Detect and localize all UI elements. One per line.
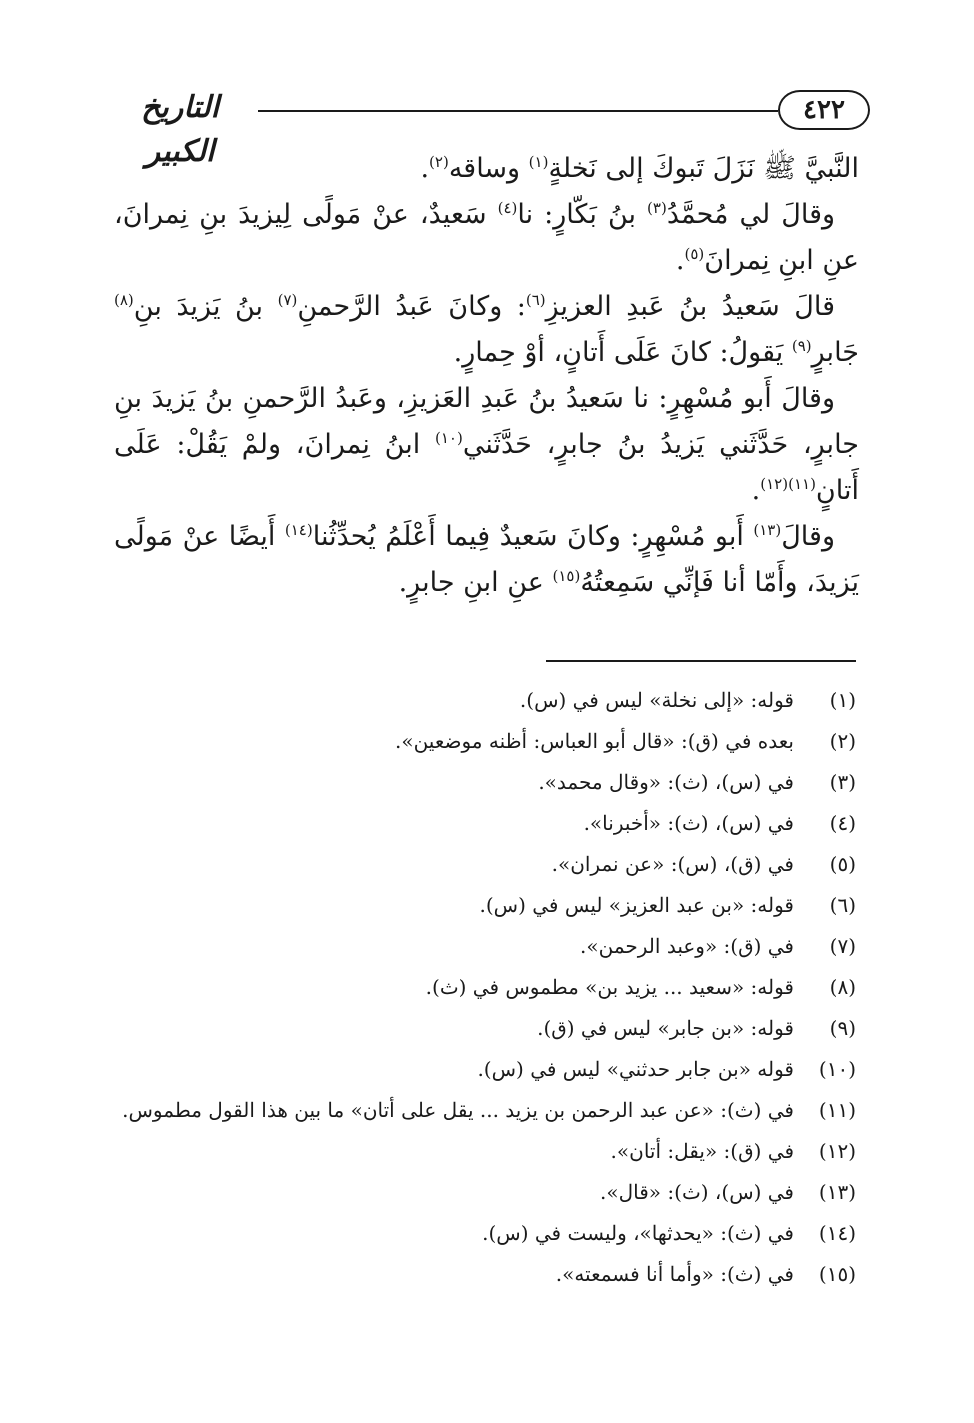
footnote-item (111, 1213, 856, 1254)
paragraph (114, 284, 859, 376)
footnote-number: (٤) (829, 811, 856, 835)
footnote-number: (٣) (829, 770, 856, 794)
footnote-reference: (٥) (684, 245, 705, 263)
footnote-reference: (٨) (114, 291, 134, 309)
footnote-number: (١٥) (818, 1262, 856, 1286)
text-segment: بنُ يَزيدَ بنِ (133, 291, 278, 322)
footnote-item (111, 762, 856, 803)
text-segment: وقالَ أَبو مُسْهِرٍ: نا سَعيدُ بنُ عَبدِ العَزيزِ، وعَبدُ الرَّحمنِ بنُ يَزيدَ بنِ جابرٍ، حَدَّثَني يَزيدُ بنُ جابرٍ، حَدَّثَني (114, 383, 859, 460)
footnote-reference: (١٤) (284, 521, 313, 539)
footnote-reference: (٢) (429, 153, 449, 171)
footnote-reference: (١١)(١٢) (760, 475, 816, 493)
footnote-reference: (٧) (277, 291, 298, 309)
text-segment: ابنُ نِمرانَ، ولمْ يَقُلْ: عَلَى أَتانٍ (114, 429, 859, 506)
footnote-number: (١٠) (818, 1057, 856, 1081)
footnote-text: قوله «بن جابر حدثني» ليس في (س). (477, 1057, 794, 1081)
footnote-item (111, 803, 856, 844)
footnote-item (111, 1049, 856, 1090)
text-segment: أَيضًا عنْ مَولًى يَزيدَ، وأَمّا أنا فَإنِّي سَمِعتُهُ (114, 521, 859, 598)
footnote-item (111, 1131, 856, 1172)
footnote-reference: (١٣) (753, 521, 782, 539)
text-segment: يَقولُ: كانَ عَلَى أَتانٍ، أوْ حِمارٍ. (453, 337, 792, 368)
footnote-reference: (٤) (497, 199, 518, 217)
footnote-reference: (١٥) (552, 567, 581, 585)
footnote-item (111, 1008, 856, 1049)
paragraph (114, 146, 859, 192)
footnote-item (111, 721, 856, 762)
text-segment: عنِ ابنِ جابرٍ. (398, 567, 553, 598)
footnote-number: (١١) (818, 1098, 856, 1122)
text-segment: سَعيدٌ، عنْ مَولًى لِيزيدَ بنِ نِمرانَ، عنِ ابنِ نِمرانَ (114, 199, 859, 276)
footnote-reference: (١) (528, 153, 549, 171)
footnote-text: في (ق)، (س): «عن نمران». (551, 852, 794, 876)
footnote-number: (٥) (829, 852, 856, 876)
footnote-reference: (٦) (525, 291, 546, 309)
footnote-number: (١٢) (818, 1139, 856, 1163)
footnote-text: قوله: «بن عبد العزيز» ليس في (س). (479, 893, 794, 917)
footnote-text: في (ث): «يحدثها»، وليست في (س). (482, 1221, 794, 1245)
footnote-text: في (س)، (ث): «وقال محمد». (538, 770, 794, 794)
footnote-item (111, 1254, 856, 1295)
page-number: ٤٢٢ (778, 90, 870, 130)
footnote-text: في (ق): «يقل: أتان». (610, 1139, 794, 1163)
paragraph (114, 376, 859, 514)
footnote-number: (١٤) (818, 1221, 856, 1245)
footnote-text: في (ث): «وأما أنا فسمعته». (555, 1262, 794, 1286)
footnote-item (111, 885, 856, 926)
text-segment: جَابرٍ (811, 337, 859, 368)
footnote-text: قوله: «سعيد ... يزيد بن» مطموس في (ث). (425, 975, 794, 999)
footnote-item (111, 844, 856, 885)
book-title: التاريخ الكبير (141, 90, 219, 169)
text-segment: وقالَ (781, 521, 835, 552)
footnote-item (111, 1090, 856, 1131)
footnote-reference: (١٠) (434, 429, 463, 447)
text-segment: . (675, 245, 685, 276)
text-segment: النَّبيَّ ﷺ نَزَلَ تَبوكَ إلى نَخلةٍ (548, 153, 859, 184)
main-text (114, 146, 859, 606)
footnote-reference: (٣) (647, 199, 667, 217)
footnote-number: (٨) (829, 975, 856, 999)
footnote-text: في (س)، (ث): «قال». (600, 1180, 794, 1204)
footnote-number: (٧) (829, 934, 856, 958)
footnote-number: (٩) (829, 1016, 856, 1040)
footnote-number: (٦) (829, 893, 856, 917)
footnote-text: قوله: «إلى نخلة» ليس في (س). (519, 688, 794, 712)
text-segment: وقالَ لي مُحمَّدُ (666, 199, 836, 230)
footnote-text: بعده في (ق): «قال أبو العباس: أظنه موضعين». (394, 729, 794, 753)
footnote-number: (١٣) (818, 1180, 856, 1204)
footnotes (111, 680, 856, 1295)
text-segment: : وكانَ عَبدُ الرَّحمنِ (297, 291, 526, 322)
footnote-text: في (س)، (ث): «أخبرنا». (583, 811, 794, 835)
footnote-item (111, 967, 856, 1008)
text-segment: . (751, 475, 761, 506)
footnote-text: في (ق): «وعبد الرحمن». (580, 934, 794, 958)
footnote-number: (٢) (829, 729, 856, 753)
footnote-item (111, 680, 856, 721)
footnote-text: قوله: «بن جابر» ليس في (ق). (537, 1016, 794, 1040)
footnote-reference: (٩) (791, 337, 812, 355)
paragraph (114, 192, 859, 284)
footnote-text: في (ث): «عن عبد الرحمن بن يزيد ... يقل على أتان» ما بين هذا القول مطموس. (122, 1098, 794, 1122)
footnote-separator (546, 660, 856, 662)
text-segment: وساقه (448, 153, 529, 184)
text-segment: . (420, 153, 430, 184)
footnote-number: (١) (829, 688, 856, 712)
text-segment: قالَ سَعيدُ بنُ عَبدِ العزيزِ (545, 291, 836, 322)
paragraph (114, 514, 859, 606)
header-rule (258, 110, 778, 112)
text-segment: أَبو مُسْهِرٍ: وكانَ سَعيدٌ فِيما أَعْلَمُ يُحدِّثُنا (312, 521, 754, 552)
text-segment: بنُ بَكّارٍ: نا (517, 199, 648, 230)
footnote-item (111, 926, 856, 967)
footnote-item (111, 1172, 856, 1213)
